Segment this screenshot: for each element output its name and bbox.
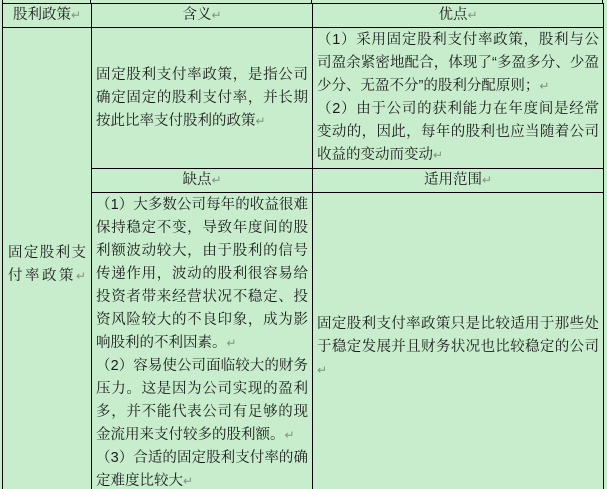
- subheader-scope-label: 适用范围: [423, 172, 482, 188]
- paragraph-text: （2）由于公司的获利能力在年度间是经常变动的，因此，每年的股利也应当随着公司收益的变动而变动: [317, 101, 599, 163]
- header-policy-cell: [3, 4, 92, 28]
- paragraph: [96, 194, 308, 355]
- paragraph-mark: ↵: [467, 8, 478, 22]
- paragraph-mark: ↵: [255, 113, 266, 128]
- scope-cell: [313, 193, 604, 489]
- table-header-row: [3, 4, 604, 28]
- paragraph: [96, 355, 308, 447]
- paragraph-text: 固定股利支付率政策，是指公司确定固定的股利支付率，并长期按此比率支付股利的政策: [96, 66, 308, 129]
- policy-name-cell: [3, 28, 92, 489]
- paragraph-mark: ↵: [433, 148, 444, 162]
- disadvantages-scope-row: [3, 193, 604, 489]
- dividend-policy-table: [2, 3, 604, 489]
- paragraph-text: （1）大多数公司每年的收益很难保持稳定不变，导致年度间的股利额波动较大，由于股利的信号传递作用，波动的股利很容易给投资者带来经营状况不稳定、投资风险较大的不良印象，成为影响股利的不利因素。: [96, 197, 308, 351]
- paragraph: [317, 98, 599, 167]
- meaning-advantages-row: [3, 28, 604, 169]
- paragraph-text: （2）容易使公司面临较大的财务压力。这是因为公司实现的盈利多，并不能代表公司有足够的现金流用来支付较多的股利额。: [96, 358, 308, 443]
- disadvantages-cell: [92, 193, 313, 489]
- header-meaning-cell: [92, 4, 313, 28]
- header-advantages-label: 优点: [438, 7, 468, 23]
- paragraph: [317, 313, 599, 382]
- policy-name-label: 固定股利支付率政策: [8, 245, 86, 284]
- advantages-cell: [313, 28, 604, 169]
- paragraph: [317, 29, 599, 98]
- paragraph: [96, 64, 308, 133]
- paragraph-mark: ↵: [481, 173, 493, 187]
- header-meaning-label: 含义: [182, 7, 212, 23]
- header-policy-label: 股利政策: [12, 7, 71, 23]
- paragraph-mark: ↵: [75, 269, 86, 283]
- paragraph-mark: ↵: [226, 336, 237, 350]
- paragraph-mark: ↵: [539, 79, 550, 93]
- paragraph-mark: ↵: [284, 428, 295, 442]
- header-advantages-cell: [313, 4, 604, 28]
- table-subheader-row: [3, 169, 604, 193]
- paragraph-mark: ↵: [317, 363, 328, 377]
- subheader-scope-cell: [313, 169, 604, 193]
- paragraph-mark: ↵: [211, 173, 222, 187]
- paragraph: [96, 447, 308, 489]
- paragraph-mark: ↵: [70, 8, 82, 22]
- paragraph-mark: ↵: [211, 8, 222, 22]
- policy-name: [8, 242, 86, 288]
- meaning-cell: [92, 28, 313, 169]
- subheader-disadvantages-cell: [92, 169, 313, 193]
- paragraph-mark: ↵: [183, 474, 194, 488]
- subheader-disadvantages-label: 缺点: [182, 172, 212, 188]
- paragraph-text: （1）采用固定股利支付率政策，股利与公司盈余紧密地配合，体现了“多盈多分、少盈少分、无盈不分”的股利分配原则；: [317, 32, 599, 94]
- paragraph-text: （3）合适的固定股利支付率的确定难度比较大: [96, 450, 308, 489]
- paragraph-text: 固定股利支付率政策只是比较适用于那些处于稳定发展并且财务状况也比较稳定的公司: [317, 316, 599, 355]
